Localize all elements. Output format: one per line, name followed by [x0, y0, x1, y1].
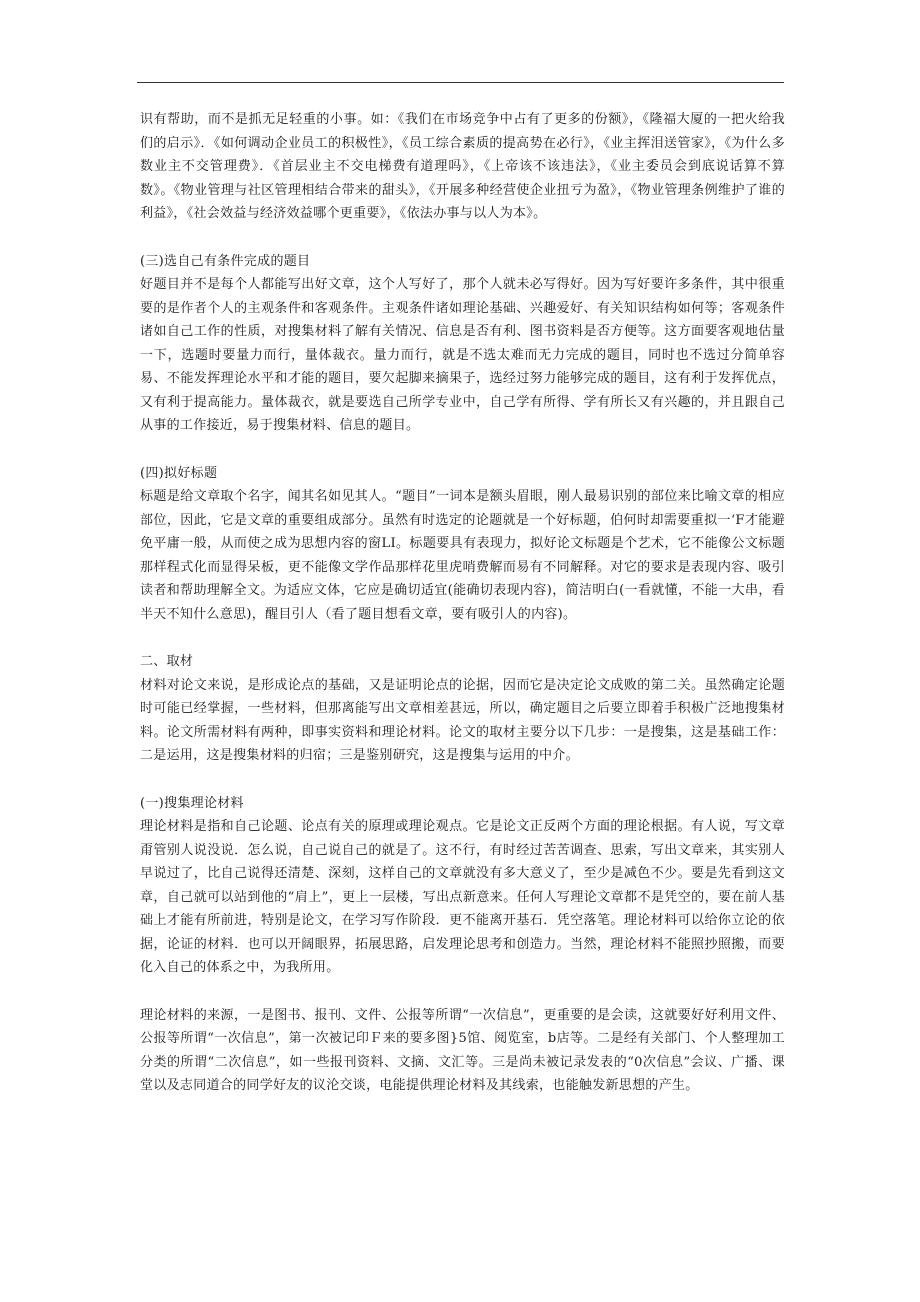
paragraph: 好题目并不是每个人都能写出好文章，这个人写好了，那个人就未必写得好。因为写好要许多条件，其中很重要的是作者个人的主观条件和客观条件。主观条件诸如理论基础、兴趣爱好、有关知识结构如何等；客观条件诸如自己工作的性质，对搜集材料了解有关情况、信息是否有利、图书资料是否方便等。这方面要客观地估量一下，选题时要量力而行，量体裁衣。量力而行，就是不选太难而无力完成的题目，同时也不选过分简单容易、不能发挥理论水平和才能的题目，要欠起脚来摘果子，选经过努力能够完成的题目，这有利于发挥优点，又有利于提高能力。量体裁衣，就是要选自己所学专业中，自己学有所得、学有所长又有兴趣的，并且跟自己从事的工作接近，易于搜集材料、信息的题目。: [140, 277, 785, 433]
text-block-topic-examples: [140, 108, 785, 226]
paragraph: 标题是给文章取个名字，闻其名如见其人。“题目”一词本是额头眉眼，刚人最易识别的部位来比喻文章的相应部位，因此，它是文章的重要组成部分。虽然有时选定的论题就是一个好标题，伯何时却需要重拟一‘F才能避免平庸一般，从而使之成为思想内容的窗LI。标题要具有表现力，拟好论文标题是个艺术，它不能像公文标题那样程式化而显得呆板，更不能像文学作品那样花里虎哨费解而易有不同解释。对它的要求是表现内容、吸引读者和帮助理解全文。为适应文体，它应是确切适宜(能确切表现内容)，简洁明白(一看就懂，不能一大串，看半天不知什么意思)，醒目引人（看了题目想看文章，要有吸引人的内容)。: [140, 489, 785, 622]
paragraph: 理论材料的来源，一是图书、报刊、文件、公报等所谓“一次信息”，更重要的是会读，这就要好好利用文件、公报等所谓“一次信息”，第一次被记印Ｆ来的要多图}5馆、阅览室，b店等。二是经有关部门、个人整理加工分类的所谓“二次信息”，如一些报刊资料、文摘、文汇等。三是尚未被记录发表的“0次信息”会议、广播、课堂以及志同道合的同学好友的议沦交谈，电能提供理论材料及其线索，也能触发新思想的产生。: [140, 1007, 785, 1093]
paragraph-gap: [140, 626, 785, 650]
paragraph-gap: [140, 768, 785, 792]
paragraph: 材料对论文来说，是形成论点的基础，又是证明论点的论据，因而它是决定论文成败的第二关。虽然确定论题时可能已经掌握，一些材料，但那离能写出文章相差甚远，所以，确定题目之后要立即着手积极广泛地搜集材料。论文所需材料有两种，即事实资料和理论材料。论文的取材主要分以下几步：一是搜集，这是基础工作：二是运用，这是搜集材料的归宿；三是鉴别研究，这是搜集与运用的中介。: [140, 677, 785, 763]
section-collect-theory-material: [140, 792, 785, 980]
paragraph: 识有帮助，而不是抓无足轻重的小事。如：《我们在市场竞争中占有了更多的份额》，《隆福大厦的一把火给我们的启示》．《如何调动企业员工的积极性》，《员工综合素质的提高势在必行》，《业主挥泪送管家》，《为什么多数业主不交管理费》．《首层业主不交电梯费有道理吗》，《上帝该不该违法》，《业主委员会到底说话算不算数》。《物业管理与社区管理相结合带来的甜头》，《开展多种经营使企业扭亏为盈》，《物业管理条例维护了谁的利益》，《社会效益与经济效益哪个更重要》，《依法办事与以人为本》。: [140, 112, 785, 221]
section-heading: 二、取材: [140, 654, 194, 669]
paragraph-gap: [140, 226, 785, 250]
paragraph: 理论材料是指和自己论题、论点有关的原理或理论观点。它是论文正反两个方面的理论根据。有人说，写文章甭管别人说没说．怎么说，自己说自己的就是了。这不行，有时经过苦苦调查、思索，写出文章来，其实别人早说过了，比自己说得还清楚、深刻，这样自己的文章就没有多大意义了，至少是减色不少。要是先看到这文章，自己就可以站到他的“肩上”，更上一层楼，写出点新意来。任何人写理论文章都不是凭空的，要在前人基础上才能有所前进，特别是论文，在学习写作阶段．更不能离开基石．凭空落笔。理论材料可以给你立论的依据，论证的材料．也可以开阔眼界，拓展思路，启发理论思考和创造力。当然，理论材料不能照抄照搬，而要化入自己的体系之中，为我所用。: [140, 819, 785, 975]
text-block-material-sources: [140, 1004, 785, 1098]
section-material-selection: [140, 650, 785, 768]
section-heading: (一)搜集理论材料: [140, 795, 244, 811]
paragraph-gap: [140, 438, 785, 462]
section-choose-feasible-topic: [140, 250, 785, 438]
header-rule: [137, 82, 784, 83]
section-draft-title: [140, 462, 785, 627]
document-body: [140, 108, 785, 1098]
paragraph-gap: [140, 980, 785, 1004]
section-heading: (三)选自己有条件完成的题目: [140, 253, 311, 269]
section-heading: (四)拟好标题: [140, 465, 218, 481]
